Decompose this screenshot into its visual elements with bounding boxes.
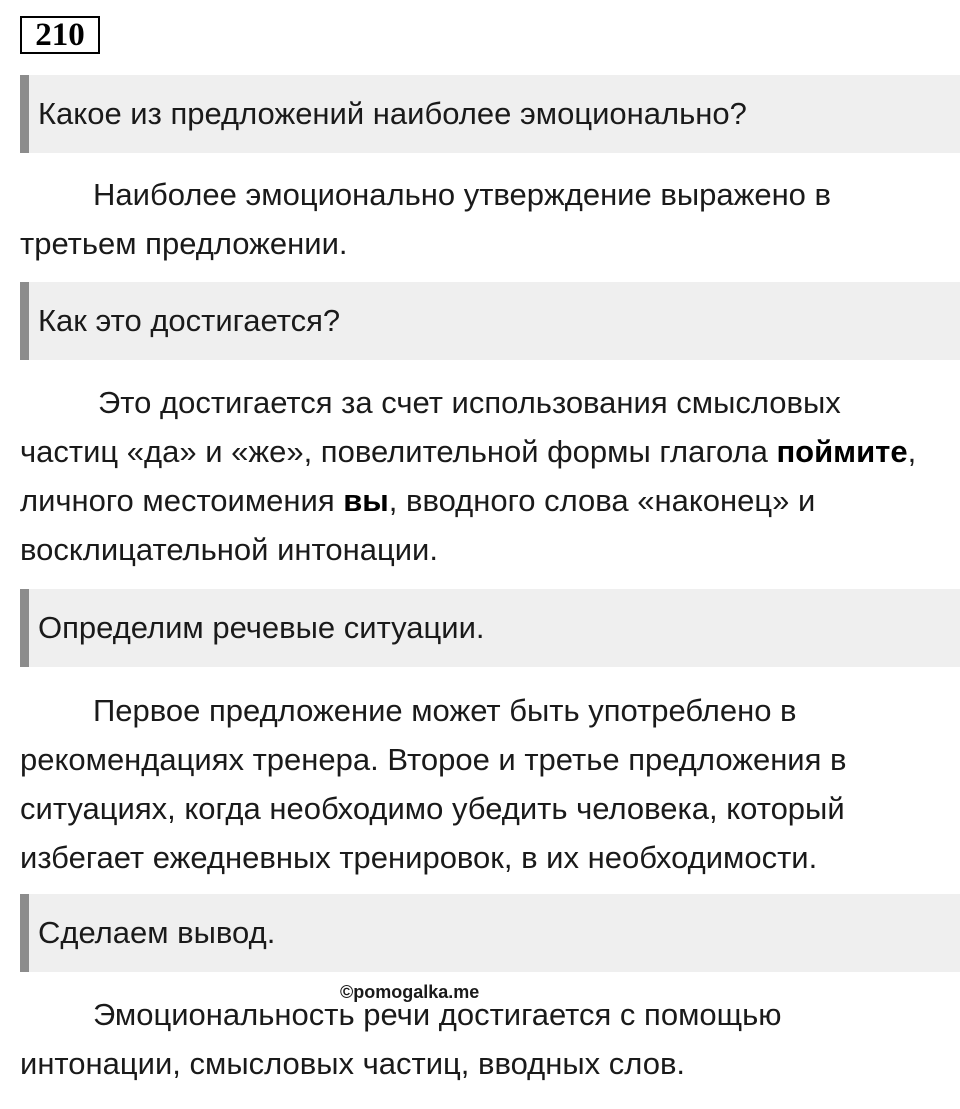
answer-3-text: Первое предложение может быть употреблено в рекомендациях тренера. Второе и третье предложения в ситуациях, когда необходимо убедить человека, который избегает ежедневных тренировок, в их необходимости. [20,693,847,875]
watermark: ©pomogalka.me [340,982,480,1002]
answer-2-bold-verb: поймите [776,434,908,469]
answer-4 [20,990,940,1088]
answer-1 [20,170,940,268]
answer-2-bold-pronoun: вы [343,483,389,518]
question-3: Определим речевые ситуации. [20,589,960,667]
task-number: 210 [20,16,100,54]
question-2: Как это достигается? [20,282,960,360]
answer-2-part1: Это достигается за счет использования смысловых частиц «да» и «же», повелительной формы глагола [20,385,841,469]
answer-4-text: Эмоциональность речи достигается с помощью интонации, смысловых частиц, вводных слов. [20,997,782,1081]
answer-2 [20,378,940,574]
answer-2-part3: , вводного слова «наконец» и восклицательной интонации. [20,483,816,567]
answer-1-text: Наиболее эмоционально утверждение выражено в третьем предложении. [20,177,832,261]
question-1: Какое из предложений наиболее эмоционально? [20,75,960,153]
question-4: Сделаем вывод. [20,894,960,972]
answer-3 [20,686,940,882]
answer-2-part2: , личного местоимения [20,434,917,518]
